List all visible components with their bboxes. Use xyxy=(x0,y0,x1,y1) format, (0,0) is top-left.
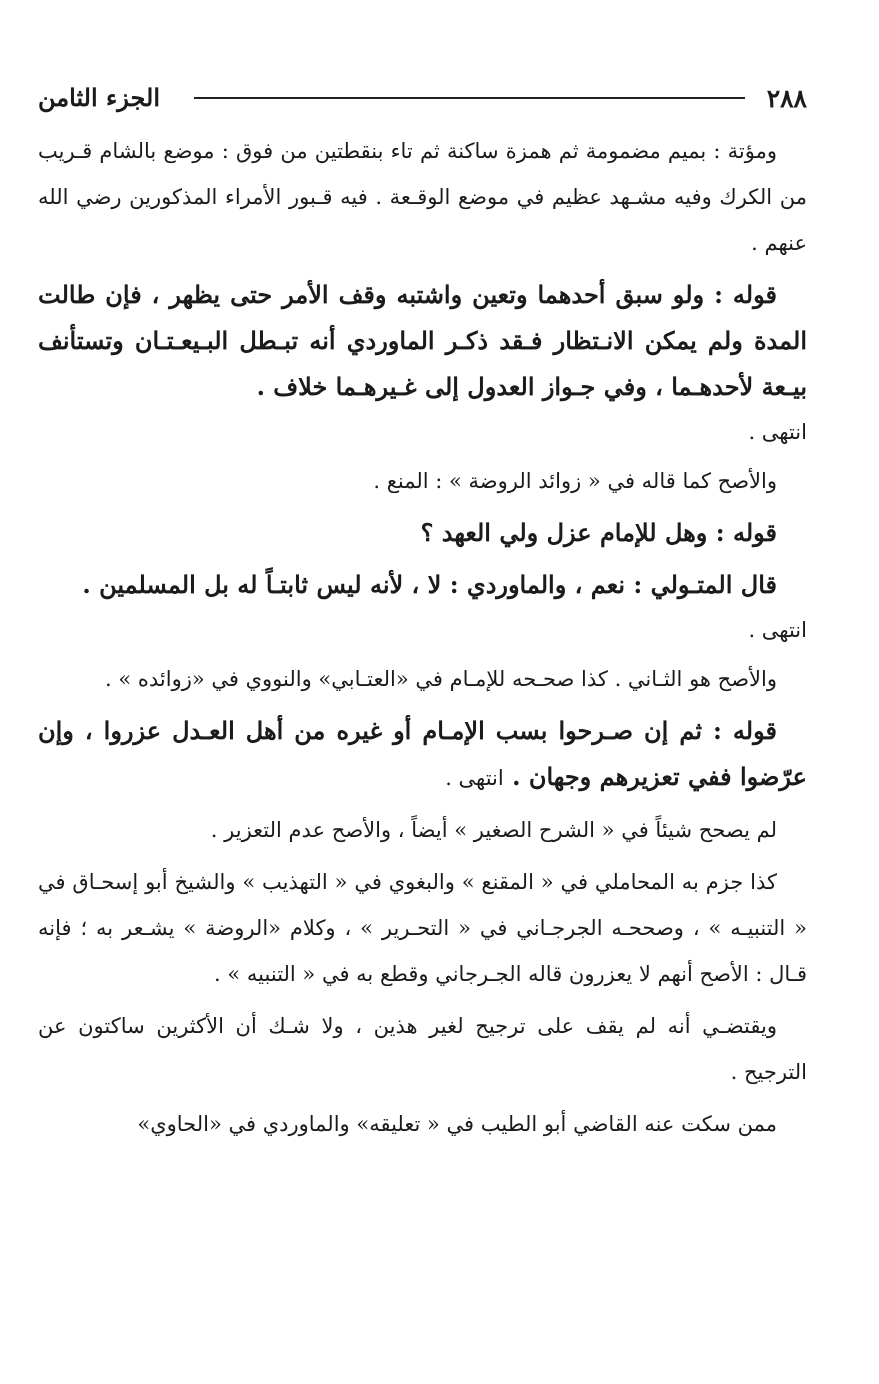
paragraph-asah-2: والأصح هو الثـاني . كذا صحـحه للإمـام في «العتـابي» والنووي في «زوائده » . xyxy=(105,667,777,691)
running-title: الجزء الثامن xyxy=(38,83,161,112)
quote-paragraph-3: قال المتـولي : نعم ، والماوردي : لا ، لأنه ليس ثابتـاً له بل المسلمين . xyxy=(82,570,777,599)
quote-end-4: انتهى . xyxy=(445,766,504,790)
page-header xyxy=(38,76,807,120)
quote-text-4: قوله : ثم إن صـرحوا بسب الإمـام أو غيره من أهل العـدل عزروا ، وإن عرّضوا ففي تعزيرهم وجهان . xyxy=(38,716,807,791)
quote-end-3: انتهى . xyxy=(748,618,807,642)
quote-paragraph-2: قوله : وهل للإمام عزل ولي العهد ؟ xyxy=(420,518,777,547)
paragraph-sakata: ممن سكت عنه القاضي أبو الطيب في « تعليقه» والماوردي في «الحاوي» xyxy=(137,1112,777,1136)
paragraph-jazm: كذا جزم به المحاملي في « المقنع » والبغوي في « التهذيب » والشيخ أبو إسحـاق في « التنبيـه » ، وصححـه الجرجـاني في « التحـرير » ، وكلام «الروضة » يشـعر به ؛ فإنه قـال : الأصح أنهم لا يعزرون قاله الجـرجاني وقطع به في « التنبيه » . xyxy=(38,870,807,986)
paragraph-sharh: لم يصحح شيئاً في « الشرح الصغير » أيضاً ، والأصح عدم التعزير . xyxy=(210,818,777,842)
paragraph-asah-1: والأصح كما قاله في « زوائد الروضة » : المنع . xyxy=(373,469,777,493)
quote-end-1: انتهى . xyxy=(748,420,807,444)
quote-paragraph-1: قوله : ولو سبق أحدهما وتعين واشتبه وقف الأمر حتى يظهر ، فإن طالت المدة ولم يمكن الانـتظار فـقد ذكـر الماوردي أنه تبـطل البـيعـتـان وتستأنف بيـعة لأحدهـما ، وفي جـواز العدول إلى غـيرهـما خلاف . xyxy=(38,280,807,401)
paragraph-yaqtadi: ويقتضـي أنه لم يقف على ترجيح لغير هذين ، ولا شـك أن الأكثرين ساكتون عن الترجيح . xyxy=(38,1014,807,1084)
page-number: ٢٨٨ xyxy=(766,83,807,113)
paragraph-mutah: ومؤتة : بميم مضمومة ثم همزة ساكنة ثم تاء بنقطتين من فوق : موضع بالشام قـريب من الكرك وفيه مشـهد عظيم في موضع الوقـعة . فيه قـبور الأمراء المذكورين رضي الله عنهم . xyxy=(38,139,807,255)
header-rule xyxy=(194,97,745,99)
quote-paragraph-4 xyxy=(38,708,807,801)
page-body xyxy=(38,128,807,1147)
